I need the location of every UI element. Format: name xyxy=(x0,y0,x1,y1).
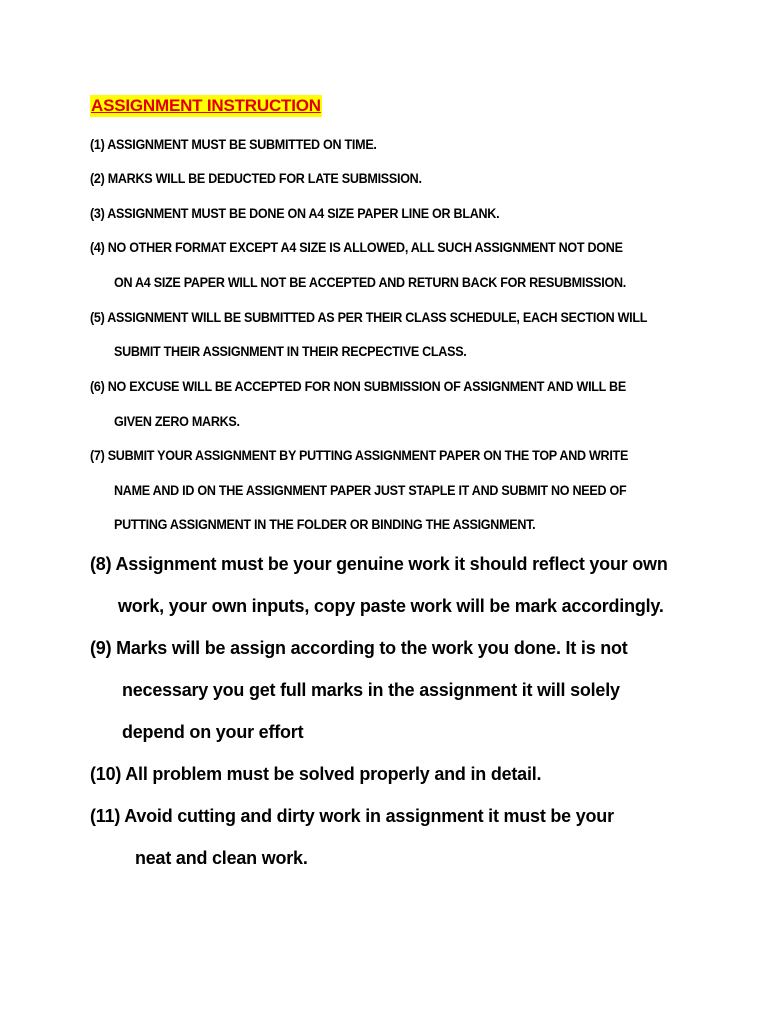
instruction-8-line-2: work, your own inputs, copy paste work will be mark accordingly. xyxy=(118,595,664,616)
instruction-7-line-3: PUTTING ASSIGNMENT IN THE FOLDER OR BINDING THE ASSIGNMENT. xyxy=(114,517,536,532)
instruction-3: (3) ASSIGNMENT MUST BE DONE ON A4 SIZE PAPER LINE OR BLANK. xyxy=(90,206,500,221)
instruction-10: (10) All problem must be solved properly and in detail. xyxy=(90,763,542,784)
instruction-9-line-1: (9) Marks will be assign according to the work you done. It is not xyxy=(90,637,628,658)
instruction-11-line-2: neat and clean work. xyxy=(135,847,308,868)
instruction-6-line-1: (6) NO EXCUSE WILL BE ACCEPTED FOR NON SUBMISSION OF ASSIGNMENT AND WILL BE xyxy=(90,379,626,394)
instruction-8-line-1: (8) Assignment must be your genuine work it should reflect your own xyxy=(90,553,668,574)
instruction-9-line-2: necessary you get full marks in the assignment it will solely xyxy=(122,679,620,700)
instruction-1: (1) ASSIGNMENT MUST BE SUBMITTED ON TIME. xyxy=(90,137,377,152)
instruction-4-line-2: ON A4 SIZE PAPER WILL NOT BE ACCEPTED AND RETURN BACK FOR RESUBMISSION. xyxy=(114,275,626,290)
instruction-6-line-2: GIVEN ZERO MARKS. xyxy=(114,414,240,429)
instruction-5-line-2: SUBMIT THEIR ASSIGNMENT IN THEIR RECPECTIVE CLASS. xyxy=(114,344,467,359)
instruction-5-line-1: (5) ASSIGNMENT WILL BE SUBMITTED AS PER THEIR CLASS SCHEDULE, EACH SECTION WILL xyxy=(90,310,648,325)
instruction-11-line-1: (11) Avoid cutting and dirty work in assignment it must be your xyxy=(90,805,614,826)
instruction-9-line-3: depend on your effort xyxy=(122,721,304,742)
instruction-2: (2) MARKS WILL BE DEDUCTED FOR LATE SUBMISSION. xyxy=(90,171,422,186)
instruction-7-line-1: (7) SUBMIT YOUR ASSIGNMENT BY PUTTING ASSIGNMENT PAPER ON THE TOP AND WRITE xyxy=(90,448,629,463)
instruction-4-line-1: (4) NO OTHER FORMAT EXCEPT A4 SIZE IS ALLOWED, ALL SUCH ASSIGNMENT NOT DONE xyxy=(90,240,623,255)
instruction-7-line-2: NAME AND ID ON THE ASSIGNMENT PAPER JUST STAPLE IT AND SUBMIT NO NEED OF xyxy=(114,483,627,498)
document-title: ASSIGNMENT INSTRUCTION xyxy=(91,96,321,115)
